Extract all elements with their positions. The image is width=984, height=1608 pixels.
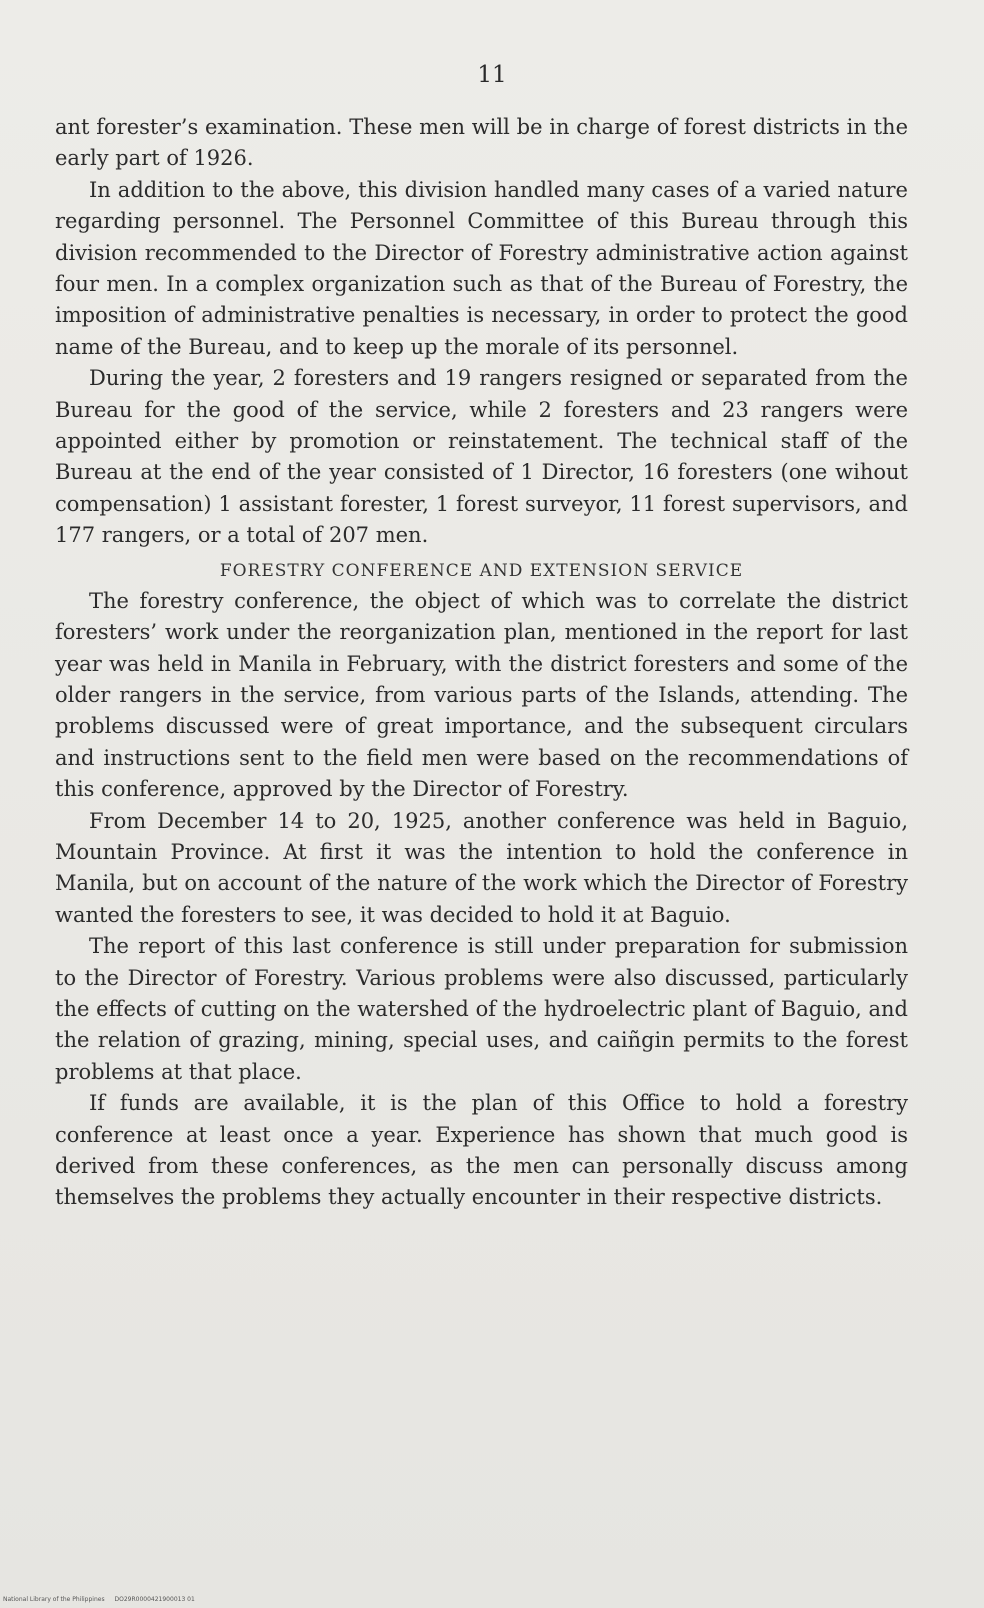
page-number: 11 <box>477 62 507 88</box>
footer-library: National Library of the Philippines <box>3 1596 105 1603</box>
section-paragraph-2: From December 14 to 20, 1925, another conference was held in Baguio, Mountain Province. At first it was the intention to hold the conference in Manila, but on account of the nature of the work which the Director of Forestry wanted the foresters to see, it was decided to hold it at Baguio. <box>55 808 908 927</box>
paragraph-1: ant forester’s examination. These men will be in charge of forest districts in the early part of 1926. <box>55 115 908 171</box>
section-paragraph-3: The report of this last conference is still under preparation for submission to the Director of Forestry. Various problems were also discussed, particularly the effects of cutting on the watershed of the hydroelectric plant of Baguio, and the relation of grazing, mining, special uses, and caiñgin permits to the forest problems at that place. <box>55 934 908 1084</box>
section-heading: FORESTRY CONFERENCE AND EXTENSION SERVICE <box>219 560 744 581</box>
paragraph-3: During the year, 2 foresters and 19 rangers resigned or separated from the Bureau for the good of the service, while 2 foresters and 23 rangers were appointed either by promotion or reinstatement. The technical staff of the Bureau at the end of the year consisted of 1 Director, 16 foresters (one wihout compensation) 1 assistant forester, 1 forest surveyor, 11 forest supervisors, and 177 rangers, or a total of 207 men. <box>55 366 908 548</box>
paragraph-2: In addition to the above, this division handled many cases of a varied nature regarding personnel. The Personnel Committee of this Bureau through this division recommended to the Director of Forestry administrative action against four men. In a complex organization such as that of the Bureau of Forestry, the imposition of administrative penalties is necessary, in order to protect the good name of the Bureau, and to keep up the morale of its personnel. <box>55 177 908 359</box>
body-text <box>55 112 908 1214</box>
footer-code: DO29R0000421900013 01 <box>114 1596 195 1603</box>
section-paragraph-1: The forestry conference, the object of which was to correlate the district foresters’ work under the reorganization plan, mentioned in the report for last year was held in Manila in February, with the district foresters and some of the older rangers in the service, from various parts of the Islands, attending. The problems discussed were of great importance, and the subsequent circulars and instructions sent to the field men were based on the recommendations of this conference, approved by the Director of Forestry. <box>55 588 908 802</box>
section-paragraph-4: If funds are available, it is the plan of this Office to hold a forestry conference at least once a year. Experience has shown that much good is derived from these conferences, as the men can personally discuss among themselves the problems they actually encounter in their respective districts. <box>55 1091 908 1210</box>
scan-footer <box>3 1596 195 1603</box>
